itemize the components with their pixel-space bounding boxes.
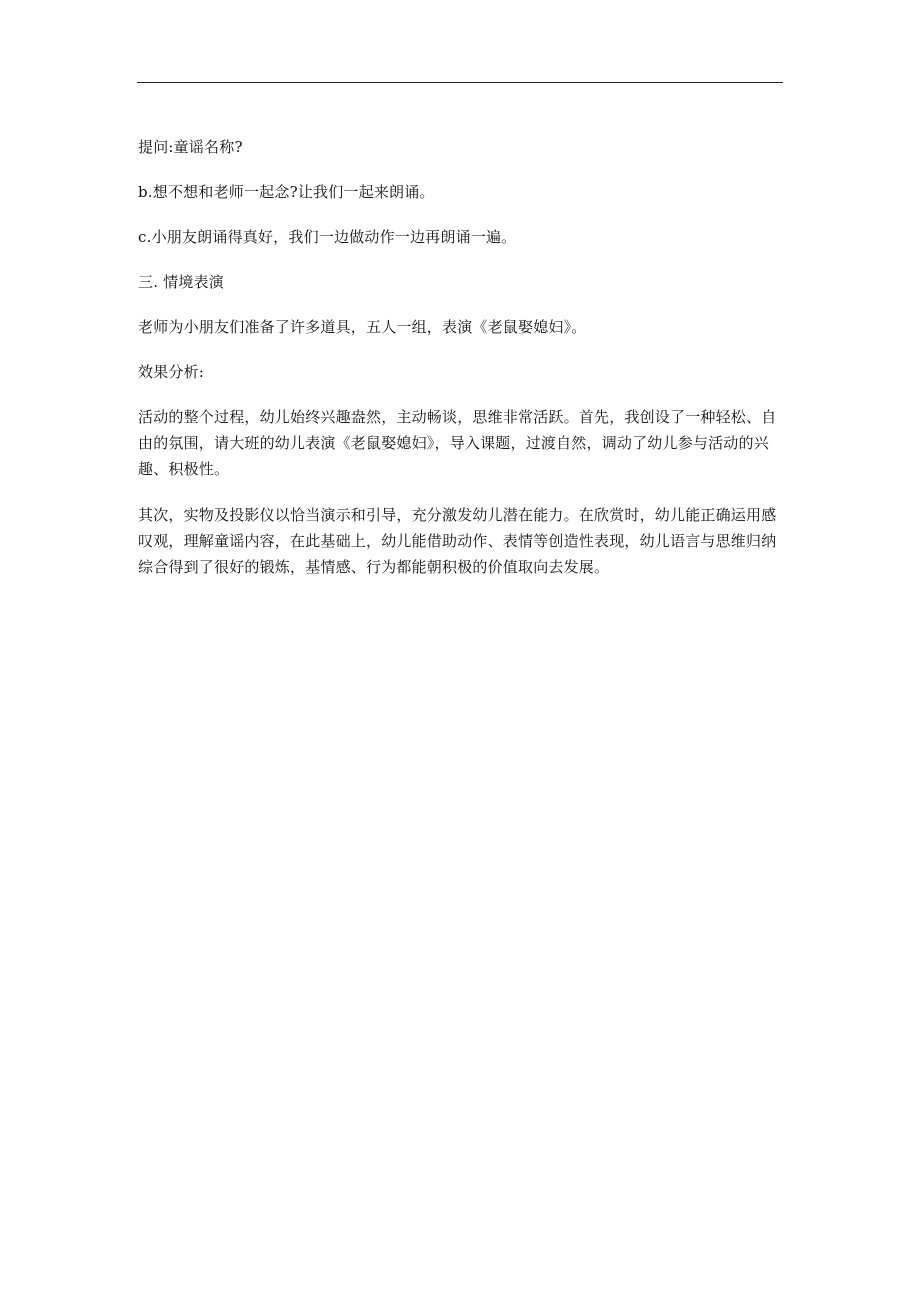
document-body	[138, 134, 784, 580]
analysis-heading: 效果分析:	[138, 363, 205, 381]
question-line: 提问:童谣名称?	[138, 138, 243, 156]
step-c-line: c.小朋友朗诵得真好，我们一边做动作一边再朗诵一遍。	[138, 228, 517, 246]
section-heading: 三. 情境表演	[138, 273, 224, 291]
analysis-paragraph-1: 活动的整个过程，幼儿始终兴趣盎然，主动畅谈，思维非常活跃。首先，我创设了一种轻松、自由的氛围，请大班的幼儿表演《老鼠娶媳妇》，导入课题，过渡自然，调动了幼儿参与活动的兴趣、积极性。	[138, 408, 777, 478]
performance-line: 老师为小朋友们准备了许多道具，五人一组，表演《老鼠娶媳妇》。	[138, 318, 587, 336]
step-b-line: b.想不想和老师一起念?让我们一起来朗诵。	[138, 183, 435, 201]
header-divider	[137, 82, 783, 83]
analysis-paragraph-2: 其次，实物及投影仪以恰当演示和引导，充分激发幼儿潜在能力。在欣赏时，幼儿能正确运用感叹观，理解童谣内容，在此基础上，幼儿能借助动作、表情等创造性表现，幼儿语言与思维归纳综合得到了很好的锻炼，基情感、行为都能朝积极的价值取向去发展。	[138, 506, 777, 576]
